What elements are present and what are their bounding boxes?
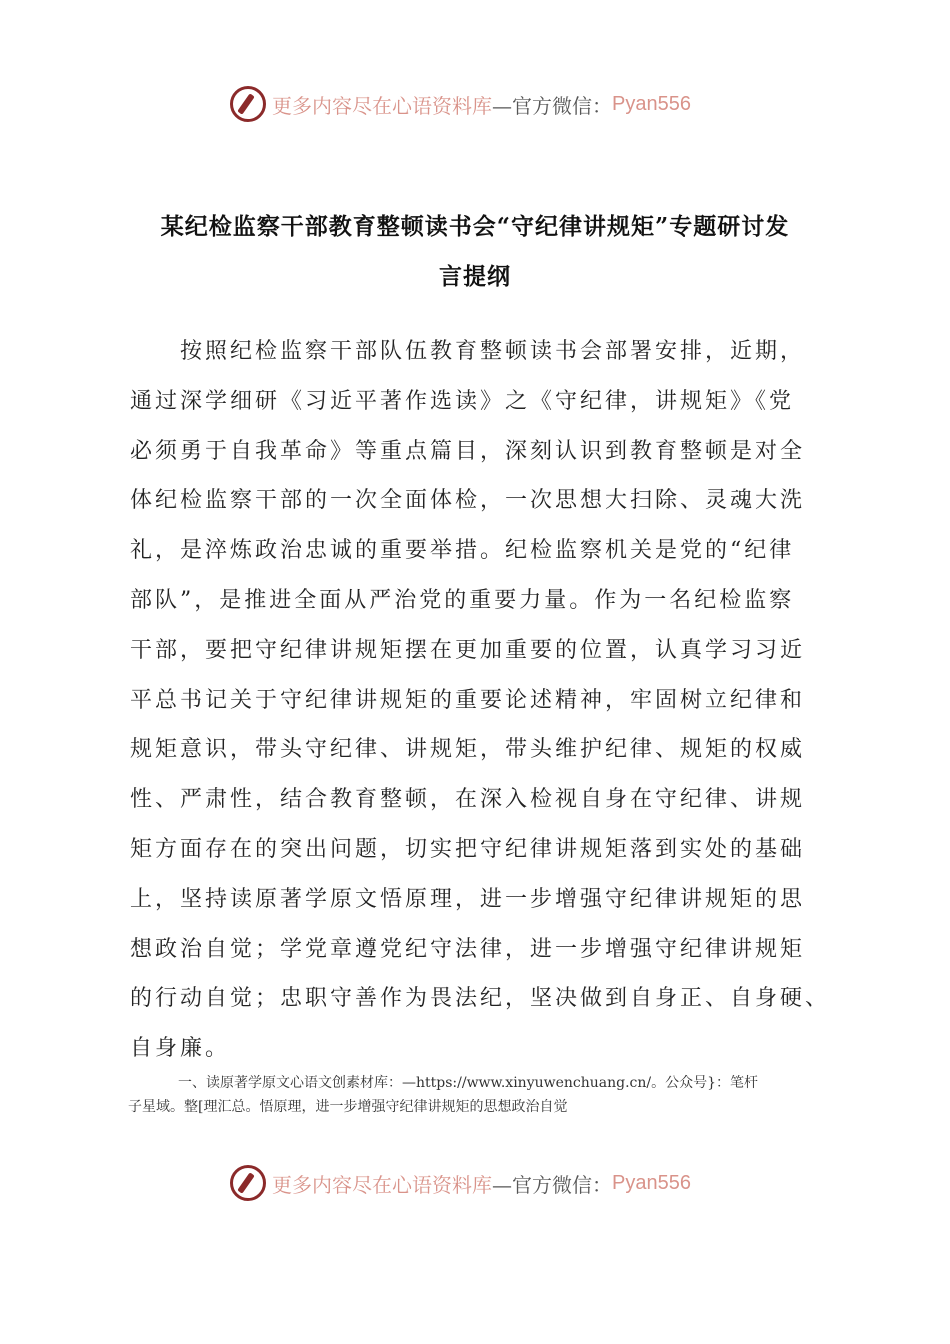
body-line: 矩方面存在的突出问题，切实把守纪律讲规矩落到实处的基础 [130,837,806,862]
body-line: 体纪检监察干部的一次全面体检，一次思想大扫除、灵魂大洗 [130,488,806,514]
header-banner [230,82,720,126]
footer-banner [230,1161,720,1205]
body-line: 平总书记关于守纪律讲规矩的重要论述精神，牢固树立纪律和 [130,687,806,713]
body-line: 的行动自觉；忠职守善作为畏法纪，坚决做到自身正、自身硬、 [130,986,831,1012]
document-title-line2: 言提纲 [439,263,511,290]
body-line: 想政治自觉；学党章遵党纪守法律，进一步增强守纪律讲规矩 [130,936,806,962]
banner-text: 更多内容尽在心语资料库 [272,93,492,118]
body-line: 自身廉。 [130,1036,231,1062]
body-line: 必须勇于自我革命》等重点篇目，深刻认识到教育整顿是对全 [130,438,806,464]
body-line: 干部，要把守纪律讲规矩摆在更加重要的位置，认真学习习近 [130,637,806,663]
document-title-line1: 某纪检监察干部教育整顿读书会“守纪律讲规矩”专题研讨发 [160,213,790,240]
pen-logo-icon [230,1165,266,1201]
body-line: 通过深学细研《习近平著作选读》之《守纪律，讲规矩》《党 [130,388,795,414]
pen-logo-icon [230,86,266,122]
banner-wechat-label: —官方微信： [492,1172,612,1197]
footnote-line2: 子星域。整[理汇总。悟原理，进一步增强守纪律讲规矩的思想政治自觉 [128,1099,568,1115]
body-line: 性、严肃性，结合教育整顿，在深入检视自身在守纪律、讲规 [130,787,806,813]
banner-wechat-label: —官方微信： [492,93,612,118]
footnote-line1: 一、读原著学原文心语文创素材库：—https://www.xinyuwenchuang.cn/。公众号}：笔杆 [178,1075,759,1091]
body-line: 按照纪检监察干部队伍教育整顿读书会部署安排，近期， [180,339,806,364]
body-line: 上，坚持读原著学原文悟原理，进一步增强守纪律讲规矩的思 [130,886,806,912]
body-line: 部队”，是推进全面从严治党的重要力量。作为一名纪检监察 [130,588,795,613]
body-line: 礼，是淬炼政治忠诚的重要举措。纪检监察机关是党的“纪律 [130,538,795,564]
body-line: 规矩意识，带头守纪律、讲规矩，带头维护纪律、规矩的权威 [130,737,806,763]
banner-text: 更多内容尽在心语资料库 [272,1172,492,1197]
banner-wechat-id: Pyan556 [612,92,691,115]
banner-wechat-id: Pyan556 [612,1171,691,1194]
